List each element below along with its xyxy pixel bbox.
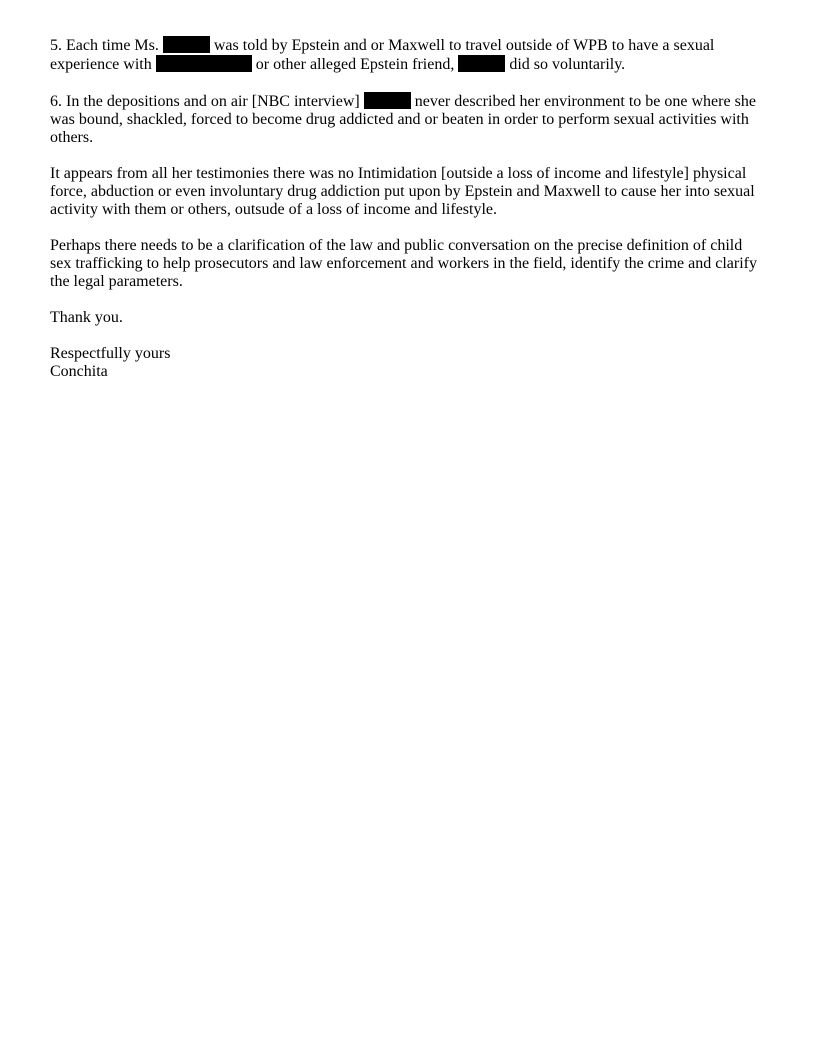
signature: Conchita: [50, 363, 108, 380]
redaction-block: [156, 55, 252, 72]
paragraph-6: [50, 92, 766, 147]
letter-page: [50, 36, 766, 381]
redaction-block: [458, 55, 505, 72]
thank-you-line: Thank you.: [50, 309, 123, 326]
paragraph-5-text-1: 5. Each time Ms.: [50, 37, 163, 54]
paragraph-5-text-3: or other alleged Epstein friend,: [251, 56, 459, 73]
redaction-block: [364, 92, 411, 109]
paragraph-6-text-1: 6. In the depositions and on air [NBC interview]: [50, 93, 364, 110]
paragraph-clarification: Perhaps there needs to be a clarification of the law and public conversation on the precise definition of child sex trafficking to help prosecutors and law enforcement and workers in the field, identify the crime and clarify the legal parameters.: [50, 237, 758, 290]
paragraph-5-text-2: was told by Epstein and or Maxwell to travel outside of WPB to have a sexual experience with: [50, 37, 715, 73]
redaction-block: [163, 36, 210, 53]
salutation: Respectfully yours: [50, 345, 171, 362]
paragraph-5: [50, 36, 766, 74]
paragraph-5-text-4: did so voluntarily.: [505, 56, 626, 73]
paragraph-6-text-2: never described her environment to be one where she was bound, shackled, forced to become drug addicted and or beaten in order to perform sexual activities with others.: [50, 93, 756, 146]
paragraph-testimonies: It appears from all her testimonies there was no Intimidation [outside a loss of income and lifestyle] physical force, abduction or even involuntary drug addiction put upon by Epstein and Maxwell to cause her into sexual activity with them or others, outsude of a loss of income and lifestyle.: [50, 165, 755, 218]
